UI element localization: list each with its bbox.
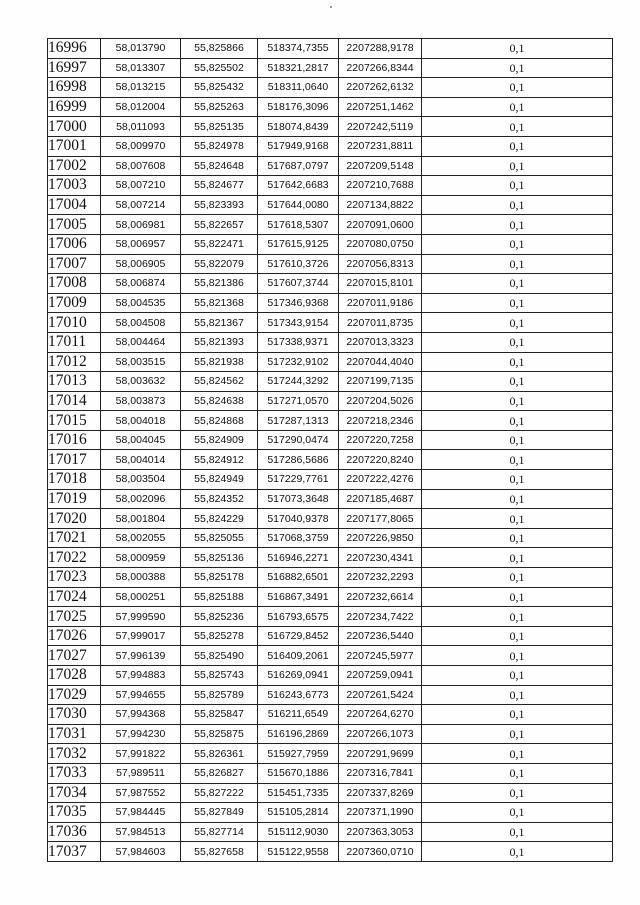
x-coordinate-cell: 517232,9102: [258, 352, 339, 372]
latitude-cell: 58,001804: [101, 509, 181, 529]
point-number-cell: 17029: [48, 685, 101, 705]
x-coordinate-cell: 515670,1886: [258, 763, 339, 783]
table-row: [48, 705, 613, 725]
latitude-cell: 58,009970: [101, 136, 181, 156]
x-coordinate-cell: 516882,6501: [258, 568, 339, 588]
table-row: [48, 568, 613, 588]
latitude-cell: 57,999017: [101, 626, 181, 646]
latitude-cell: 58,000388: [101, 568, 181, 588]
latitude-cell: 57,994368: [101, 705, 181, 725]
latitude-cell: 58,004018: [101, 411, 181, 431]
point-number-cell: 17015: [48, 411, 101, 431]
x-coordinate-cell: 517607,3744: [258, 274, 339, 294]
longitude-cell: 55,825847: [181, 705, 258, 725]
longitude-cell: 55,825055: [181, 528, 258, 548]
y-coordinate-cell: 2207230,4341: [339, 548, 422, 568]
latitude-cell: 57,984603: [101, 842, 181, 862]
accuracy-cell: 0,1: [422, 450, 613, 470]
latitude-cell: 58,013790: [101, 39, 181, 59]
accuracy-cell: 0,1: [422, 136, 613, 156]
latitude-cell: 57,999590: [101, 607, 181, 627]
y-coordinate-cell: 2207234,7422: [339, 607, 422, 627]
y-coordinate-cell: 2207251,1462: [339, 97, 422, 117]
point-number-cell: 17018: [48, 470, 101, 490]
y-coordinate-cell: 2207316,7841: [339, 763, 422, 783]
longitude-cell: 55,824352: [181, 489, 258, 509]
longitude-cell: 55,825743: [181, 666, 258, 686]
table-row: [48, 626, 613, 646]
accuracy-cell: 0,1: [422, 646, 613, 666]
table-row: [48, 117, 613, 137]
accuracy-cell: 0,1: [422, 274, 613, 294]
point-number-cell: 17027: [48, 646, 101, 666]
point-number-cell: 17021: [48, 528, 101, 548]
x-coordinate-cell: 517286,5686: [258, 450, 339, 470]
longitude-cell: 55,824562: [181, 372, 258, 392]
x-coordinate-cell: 517610,3726: [258, 254, 339, 274]
longitude-cell: 55,824229: [181, 509, 258, 529]
accuracy-cell: 0,1: [422, 705, 613, 725]
accuracy-cell: 0,1: [422, 666, 613, 686]
point-number-cell: 17001: [48, 136, 101, 156]
point-number-cell: 17010: [48, 313, 101, 333]
latitude-cell: 58,011093: [101, 117, 181, 137]
point-number-cell: 17002: [48, 156, 101, 176]
table-row: [48, 509, 613, 529]
latitude-cell: 58,006874: [101, 274, 181, 294]
longitude-cell: 55,825490: [181, 646, 258, 666]
table-row: [48, 372, 613, 392]
y-coordinate-cell: 2207337,8269: [339, 783, 422, 803]
x-coordinate-cell: 517040,9378: [258, 509, 339, 529]
latitude-cell: 58,000251: [101, 587, 181, 607]
table-row: [48, 548, 613, 568]
y-coordinate-cell: 2207185,4687: [339, 489, 422, 509]
y-coordinate-cell: 2207360,0710: [339, 842, 422, 862]
latitude-cell: 57,984513: [101, 822, 181, 842]
y-coordinate-cell: 2207220,8240: [339, 450, 422, 470]
point-number-cell: 17025: [48, 607, 101, 627]
accuracy-cell: 0,1: [422, 254, 613, 274]
longitude-cell: 55,825135: [181, 117, 258, 137]
point-number-cell: 17017: [48, 450, 101, 470]
longitude-cell: 55,821938: [181, 352, 258, 372]
point-number-cell: 16996: [48, 39, 101, 59]
accuracy-cell: 0,1: [422, 685, 613, 705]
y-coordinate-cell: 2207199,7135: [339, 372, 422, 392]
point-number-cell: 17026: [48, 626, 101, 646]
longitude-cell: 55,824949: [181, 470, 258, 490]
y-coordinate-cell: 2207204,5026: [339, 391, 422, 411]
accuracy-cell: 0,1: [422, 97, 613, 117]
accuracy-cell: 0,1: [422, 391, 613, 411]
longitude-cell: 55,825236: [181, 607, 258, 627]
table-row: [48, 528, 613, 548]
table-row: [48, 842, 613, 862]
x-coordinate-cell: 517287,1313: [258, 411, 339, 431]
table-row: [48, 470, 613, 490]
latitude-cell: 58,003632: [101, 372, 181, 392]
longitude-cell: 55,822657: [181, 215, 258, 235]
latitude-cell: 57,994230: [101, 724, 181, 744]
longitude-cell: 55,823393: [181, 195, 258, 215]
table-row: [48, 450, 613, 470]
point-number-cell: 17037: [48, 842, 101, 862]
point-number-cell: 17000: [48, 117, 101, 137]
table-row: [48, 763, 613, 783]
point-number-cell: 17034: [48, 783, 101, 803]
longitude-cell: 55,824868: [181, 411, 258, 431]
latitude-cell: 58,000959: [101, 548, 181, 568]
y-coordinate-cell: 2207177,8065: [339, 509, 422, 529]
x-coordinate-cell: 517949,9168: [258, 136, 339, 156]
table-row: [48, 724, 613, 744]
accuracy-cell: 0,1: [422, 411, 613, 431]
y-coordinate-cell: 2207261,5424: [339, 685, 422, 705]
point-number-cell: 17023: [48, 568, 101, 588]
point-number-cell: 17003: [48, 176, 101, 196]
longitude-cell: 55,825178: [181, 568, 258, 588]
y-coordinate-cell: 2207056,8313: [339, 254, 422, 274]
latitude-cell: 57,994655: [101, 685, 181, 705]
point-number-cell: 17035: [48, 803, 101, 823]
accuracy-cell: 0,1: [422, 156, 613, 176]
point-number-cell: 17008: [48, 274, 101, 294]
longitude-cell: 55,825432: [181, 78, 258, 98]
table-row: [48, 215, 613, 235]
y-coordinate-cell: 2207134,8822: [339, 195, 422, 215]
point-number-cell: 17033: [48, 763, 101, 783]
point-number-cell: 17016: [48, 430, 101, 450]
x-coordinate-cell: 516211,6549: [258, 705, 339, 725]
longitude-cell: 55,821367: [181, 313, 258, 333]
latitude-cell: 58,012004: [101, 97, 181, 117]
y-coordinate-cell: 2207242,5119: [339, 117, 422, 137]
y-coordinate-cell: 2207266,1073: [339, 724, 422, 744]
point-number-cell: 17011: [48, 332, 101, 352]
point-number-cell: 17024: [48, 587, 101, 607]
accuracy-cell: 0,1: [422, 528, 613, 548]
x-coordinate-cell: 517338,9371: [258, 332, 339, 352]
longitude-cell: 55,826361: [181, 744, 258, 764]
point-number-cell: 17031: [48, 724, 101, 744]
longitude-cell: 55,826827: [181, 763, 258, 783]
table-row: [48, 489, 613, 509]
longitude-cell: 55,825866: [181, 39, 258, 59]
point-number-cell: 17013: [48, 372, 101, 392]
x-coordinate-cell: 516867,3491: [258, 587, 339, 607]
latitude-cell: 58,006957: [101, 234, 181, 254]
accuracy-cell: 0,1: [422, 724, 613, 744]
accuracy-cell: 0,1: [422, 215, 613, 235]
accuracy-cell: 0,1: [422, 313, 613, 333]
latitude-cell: 57,989511: [101, 763, 181, 783]
x-coordinate-cell: 517346,9368: [258, 293, 339, 313]
longitude-cell: 55,827849: [181, 803, 258, 823]
table-row: [48, 274, 613, 294]
point-number-cell: 17012: [48, 352, 101, 372]
x-coordinate-cell: 518074,8439: [258, 117, 339, 137]
y-coordinate-cell: 2207218,2346: [339, 411, 422, 431]
y-coordinate-cell: 2207011,9186: [339, 293, 422, 313]
latitude-cell: 58,002055: [101, 528, 181, 548]
table-row: [48, 587, 613, 607]
latitude-cell: 58,003515: [101, 352, 181, 372]
table-row: [48, 78, 613, 98]
point-number-cell: 16997: [48, 58, 101, 78]
latitude-cell: 58,004045: [101, 430, 181, 450]
y-coordinate-cell: 2207209,5148: [339, 156, 422, 176]
table-row: [48, 646, 613, 666]
accuracy-cell: 0,1: [422, 234, 613, 254]
table-row: [48, 685, 613, 705]
longitude-cell: 55,822079: [181, 254, 258, 274]
accuracy-cell: 0,1: [422, 195, 613, 215]
point-number-cell: 17022: [48, 548, 101, 568]
x-coordinate-cell: 518321,2817: [258, 58, 339, 78]
point-number-cell: 17007: [48, 254, 101, 274]
y-coordinate-cell: 2207232,2293: [339, 568, 422, 588]
point-number-cell: 17036: [48, 822, 101, 842]
latitude-cell: 57,994883: [101, 666, 181, 686]
longitude-cell: 55,821393: [181, 332, 258, 352]
accuracy-cell: 0,1: [422, 489, 613, 509]
x-coordinate-cell: 517343,9154: [258, 313, 339, 333]
latitude-cell: 57,984445: [101, 803, 181, 823]
accuracy-cell: 0,1: [422, 509, 613, 529]
table-row: [48, 195, 613, 215]
point-number-cell: 17014: [48, 391, 101, 411]
y-coordinate-cell: 2207236,5440: [339, 626, 422, 646]
longitude-cell: 55,825263: [181, 97, 258, 117]
table-row: [48, 136, 613, 156]
x-coordinate-cell: 517244,3292: [258, 372, 339, 392]
x-coordinate-cell: 515105,2814: [258, 803, 339, 823]
x-coordinate-cell: 516269,0941: [258, 666, 339, 686]
y-coordinate-cell: 2207371,1990: [339, 803, 422, 823]
x-coordinate-cell: 516243,6773: [258, 685, 339, 705]
y-coordinate-cell: 2207262,6132: [339, 78, 422, 98]
table-row: [48, 39, 613, 59]
longitude-cell: 55,824638: [181, 391, 258, 411]
y-coordinate-cell: 2207231,8811: [339, 136, 422, 156]
latitude-cell: 58,006981: [101, 215, 181, 235]
x-coordinate-cell: 517615,9125: [258, 234, 339, 254]
y-coordinate-cell: 2207210,7688: [339, 176, 422, 196]
y-coordinate-cell: 2207291,9699: [339, 744, 422, 764]
accuracy-cell: 0,1: [422, 293, 613, 313]
x-coordinate-cell: 517229,7761: [258, 470, 339, 490]
point-number-cell: 17004: [48, 195, 101, 215]
y-coordinate-cell: 2207220,7258: [339, 430, 422, 450]
longitude-cell: 55,825136: [181, 548, 258, 568]
longitude-cell: 55,824909: [181, 430, 258, 450]
longitude-cell: 55,827714: [181, 822, 258, 842]
y-coordinate-cell: 2207245,5977: [339, 646, 422, 666]
latitude-cell: 58,013215: [101, 78, 181, 98]
accuracy-cell: 0,1: [422, 352, 613, 372]
x-coordinate-cell: 516729,8452: [258, 626, 339, 646]
latitude-cell: 58,002096: [101, 489, 181, 509]
table-row: [48, 391, 613, 411]
accuracy-cell: 0,1: [422, 568, 613, 588]
latitude-cell: 58,007214: [101, 195, 181, 215]
point-number-cell: 17019: [48, 489, 101, 509]
x-coordinate-cell: 515122,9558: [258, 842, 339, 862]
latitude-cell: 58,004014: [101, 450, 181, 470]
latitude-cell: 57,987552: [101, 783, 181, 803]
point-number-cell: 16999: [48, 97, 101, 117]
table-row: [48, 783, 613, 803]
point-number-cell: 17005: [48, 215, 101, 235]
accuracy-cell: 0,1: [422, 470, 613, 490]
longitude-cell: 55,825278: [181, 626, 258, 646]
point-number-cell: 17009: [48, 293, 101, 313]
table-row: [48, 97, 613, 117]
x-coordinate-cell: 516946,2271: [258, 548, 339, 568]
longitude-cell: 55,821386: [181, 274, 258, 294]
x-coordinate-cell: 515112,9030: [258, 822, 339, 842]
latitude-cell: 58,003873: [101, 391, 181, 411]
latitude-cell: 58,006905: [101, 254, 181, 274]
y-coordinate-cell: 2207226,9850: [339, 528, 422, 548]
point-number-cell: 17020: [48, 509, 101, 529]
accuracy-cell: 0,1: [422, 842, 613, 862]
longitude-cell: 55,827658: [181, 842, 258, 862]
y-coordinate-cell: 2207044,4040: [339, 352, 422, 372]
y-coordinate-cell: 2207091,0600: [339, 215, 422, 235]
y-coordinate-cell: 2207080,0750: [339, 234, 422, 254]
table-row: [48, 293, 613, 313]
x-coordinate-cell: 517068,3759: [258, 528, 339, 548]
y-coordinate-cell: 2207013,3323: [339, 332, 422, 352]
accuracy-cell: 0,1: [422, 372, 613, 392]
table-row: [48, 666, 613, 686]
x-coordinate-cell: 518176,3096: [258, 97, 339, 117]
y-coordinate-cell: 2207259,0941: [339, 666, 422, 686]
latitude-cell: 58,013307: [101, 58, 181, 78]
table-row: [48, 430, 613, 450]
latitude-cell: 57,991822: [101, 744, 181, 764]
accuracy-cell: 0,1: [422, 430, 613, 450]
latitude-cell: 57,996139: [101, 646, 181, 666]
latitude-cell: 58,007608: [101, 156, 181, 176]
table-row: [48, 156, 613, 176]
coordinates-table: [47, 38, 613, 862]
table-row: [48, 822, 613, 842]
y-coordinate-cell: 2207266,8344: [339, 58, 422, 78]
y-coordinate-cell: 2207232,6614: [339, 587, 422, 607]
x-coordinate-cell: 516793,6575: [258, 607, 339, 627]
longitude-cell: 55,824912: [181, 450, 258, 470]
longitude-cell: 55,825789: [181, 685, 258, 705]
accuracy-cell: 0,1: [422, 548, 613, 568]
y-coordinate-cell: 2207264,6270: [339, 705, 422, 725]
longitude-cell: 55,825875: [181, 724, 258, 744]
point-number-cell: 17032: [48, 744, 101, 764]
table-row: [48, 176, 613, 196]
latitude-cell: 58,004508: [101, 313, 181, 333]
latitude-cell: 58,007210: [101, 176, 181, 196]
point-number-cell: 17030: [48, 705, 101, 725]
x-coordinate-cell: 517290,0474: [258, 430, 339, 450]
accuracy-cell: 0,1: [422, 176, 613, 196]
longitude-cell: 55,827222: [181, 783, 258, 803]
longitude-cell: 55,824978: [181, 136, 258, 156]
accuracy-cell: 0,1: [422, 39, 613, 59]
point-number-cell: 17028: [48, 666, 101, 686]
x-coordinate-cell: 518311,0640: [258, 78, 339, 98]
coordinates-table-body: [48, 39, 613, 862]
x-coordinate-cell: 517271,0570: [258, 391, 339, 411]
y-coordinate-cell: 2207288,9178: [339, 39, 422, 59]
x-coordinate-cell: 515451,7335: [258, 783, 339, 803]
accuracy-cell: 0,1: [422, 78, 613, 98]
table-row: [48, 332, 613, 352]
point-number-cell: 17006: [48, 234, 101, 254]
longitude-cell: 55,825188: [181, 587, 258, 607]
table-row: [48, 254, 613, 274]
accuracy-cell: 0,1: [422, 58, 613, 78]
x-coordinate-cell: 517687,0797: [258, 156, 339, 176]
y-coordinate-cell: 2207015,8101: [339, 274, 422, 294]
accuracy-cell: 0,1: [422, 803, 613, 823]
point-number-cell: 16998: [48, 78, 101, 98]
accuracy-cell: 0,1: [422, 332, 613, 352]
latitude-cell: 58,004535: [101, 293, 181, 313]
accuracy-cell: 0,1: [422, 587, 613, 607]
x-coordinate-cell: 517644,0080: [258, 195, 339, 215]
accuracy-cell: 0,1: [422, 117, 613, 137]
x-coordinate-cell: 517073,3648: [258, 489, 339, 509]
table-row: [48, 352, 613, 372]
y-coordinate-cell: 2207011,8735: [339, 313, 422, 333]
x-coordinate-cell: 515927,7959: [258, 744, 339, 764]
accuracy-cell: 0,1: [422, 822, 613, 842]
longitude-cell: 55,824677: [181, 176, 258, 196]
y-coordinate-cell: 2207363,3053: [339, 822, 422, 842]
accuracy-cell: 0,1: [422, 783, 613, 803]
table-row: [48, 58, 613, 78]
x-coordinate-cell: 517618,5307: [258, 215, 339, 235]
accuracy-cell: 0,1: [422, 763, 613, 783]
accuracy-cell: 0,1: [422, 607, 613, 627]
longitude-cell: 55,825502: [181, 58, 258, 78]
x-coordinate-cell: 518374,7355: [258, 39, 339, 59]
latitude-cell: 58,004464: [101, 332, 181, 352]
table-row: [48, 744, 613, 764]
latitude-cell: 58,003504: [101, 470, 181, 490]
x-coordinate-cell: 516196,2869: [258, 724, 339, 744]
table-row: [48, 411, 613, 431]
longitude-cell: 55,822471: [181, 234, 258, 254]
longitude-cell: 55,821368: [181, 293, 258, 313]
x-coordinate-cell: 516409,2061: [258, 646, 339, 666]
longitude-cell: 55,824648: [181, 156, 258, 176]
scan-speck: [330, 6, 332, 8]
table-row: [48, 313, 613, 333]
table-row: [48, 234, 613, 254]
y-coordinate-cell: 2207222,4276: [339, 470, 422, 490]
x-coordinate-cell: 517642,6683: [258, 176, 339, 196]
accuracy-cell: 0,1: [422, 626, 613, 646]
table-row: [48, 607, 613, 627]
accuracy-cell: 0,1: [422, 744, 613, 764]
table-row: [48, 803, 613, 823]
